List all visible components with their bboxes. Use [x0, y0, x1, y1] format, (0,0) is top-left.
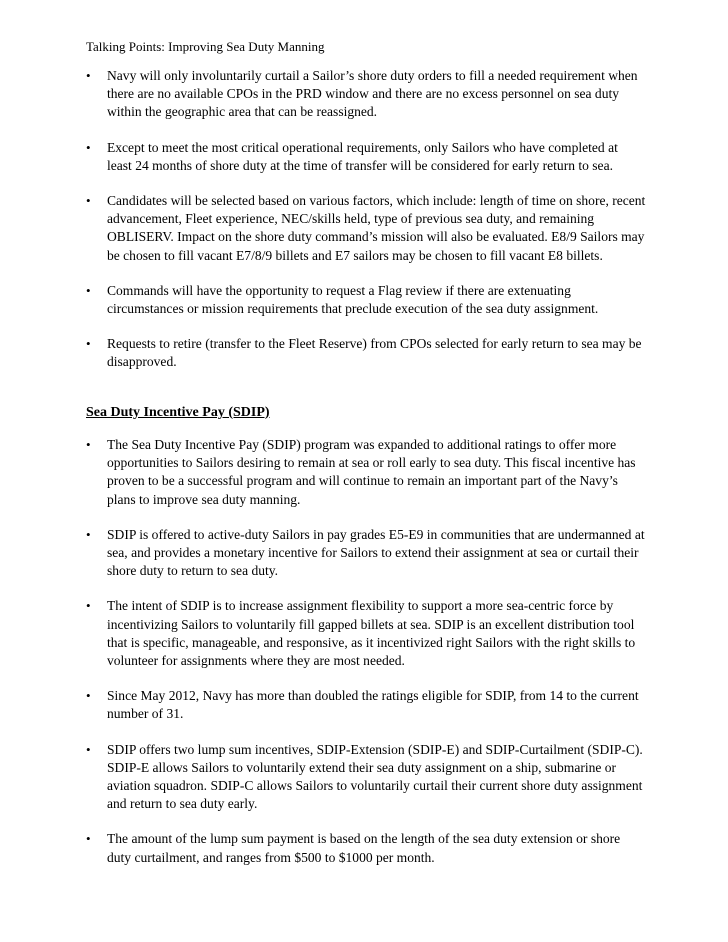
- section-heading-sdip: Sea Duty Incentive Pay (SDIP): [86, 405, 270, 420]
- bullet-icon: •: [86, 193, 91, 209]
- bullet-text: SDIP is offered to active-duty Sailors in pay grades E5-E9 in communities that are undermanned at sea, and provides a monetary incentive for Sailors to extend their assignment at sea or curtail their shore duty to return to sea duty.: [107, 526, 645, 579]
- list-item: [86, 830, 646, 866]
- list-item: [86, 67, 646, 122]
- list-item: [86, 741, 646, 814]
- bullet-text: Commands will have the opportunity to request a Flag review if there are extenuating circumstances or mission requirements that preclude execution of the sea duty assignment.: [107, 282, 599, 317]
- bullet-icon: •: [86, 688, 91, 704]
- bullet-icon: •: [86, 68, 91, 83]
- bullet-icon: •: [86, 336, 91, 352]
- list-item: [86, 526, 646, 581]
- section1-bullet-list: [86, 67, 646, 389]
- section2-bullet-list: [86, 436, 646, 884]
- list-item: [86, 335, 646, 371]
- bullet-text: Candidates will be selected based on various factors, which include: length of time on shore, recent advancement, Fleet experience, NEC/skills held, type of previous sea duty, and remaining OBLISERV. Impact on the shore duty command’s mission will also be evaluated. E8/9 Sailors may be chosen to fill vacant E7/8/9 billets and E7 sailors may be chosen to fill vacant E8 billets.: [107, 193, 646, 263]
- bullet-text: Except to meet the most critical operational requirements, only Sailors who have completed at least 24 months of shore duty at the time of transfer will be considered for early return to sea.: [107, 139, 618, 173]
- bullet-icon: •: [86, 741, 91, 757]
- bullet-text: Navy will only involuntarily curtail a Sailor’s shore duty orders to fill a needed requirement when there are no available CPOs in the PRD window and there are no excess personnel on sea duty within the geographic area that can be reassigned.: [107, 68, 638, 120]
- bullet-icon: •: [86, 526, 91, 542]
- bullet-text: Requests to retire (transfer to the Fleet Reserve) from CPOs selected for early return to sea may be disapproved.: [107, 336, 642, 370]
- list-item: [86, 282, 646, 318]
- bullet-text: Since May 2012, Navy has more than doubled the ratings eligible for SDIP, from 14 to the current number of 31.: [107, 688, 639, 722]
- bullet-text: SDIP offers two lump sum incentives, SDIP-Extension (SDIP-E) and SDIP-Curtailment (SDIP-C). SDIP-E allows Sailors to voluntarily extend their sea duty assignment on a ship, submarine or aviation squadron. SDIP-C allows Sailors to voluntarily curtail their current shore duty assignment and return to sea duty early.: [107, 741, 643, 812]
- document-header: Talking Points: Improving Sea Duty Manning: [86, 39, 325, 54]
- bullet-text: The intent of SDIP is to increase assignment flexibility to support a more sea-centric force by incentivizing Sailors to voluntarily fill gapped billets at sea. SDIP is an excellent distribution tool that is specific, manageable, and responsive, as it incentivized right Sailors with the right skills to volunteer for assignments where they are most needed.: [107, 598, 636, 669]
- bullet-icon: •: [86, 598, 91, 614]
- bullet-icon: •: [86, 437, 91, 452]
- bullet-icon: •: [86, 831, 91, 847]
- list-item: [86, 139, 646, 175]
- bullet-icon: •: [86, 282, 91, 298]
- list-item: [86, 436, 646, 509]
- bullet-text: The Sea Duty Incentive Pay (SDIP) program was expanded to additional ratings to offer more opportunities to Sailors desiring to remain at sea or roll early to sea duty. This fiscal incentive has proven to be a successful program and will continue to remain an important part of the Navy’s plans to improve sea duty manning.: [107, 437, 636, 507]
- list-item: [86, 597, 646, 670]
- list-item: [86, 687, 646, 723]
- list-item: [86, 192, 646, 265]
- bullet-icon: •: [86, 139, 91, 155]
- bullet-text: The amount of the lump sum payment is based on the length of the sea duty extension or shore duty curtailment, and ranges from $500 to $1000 per month.: [107, 831, 621, 865]
